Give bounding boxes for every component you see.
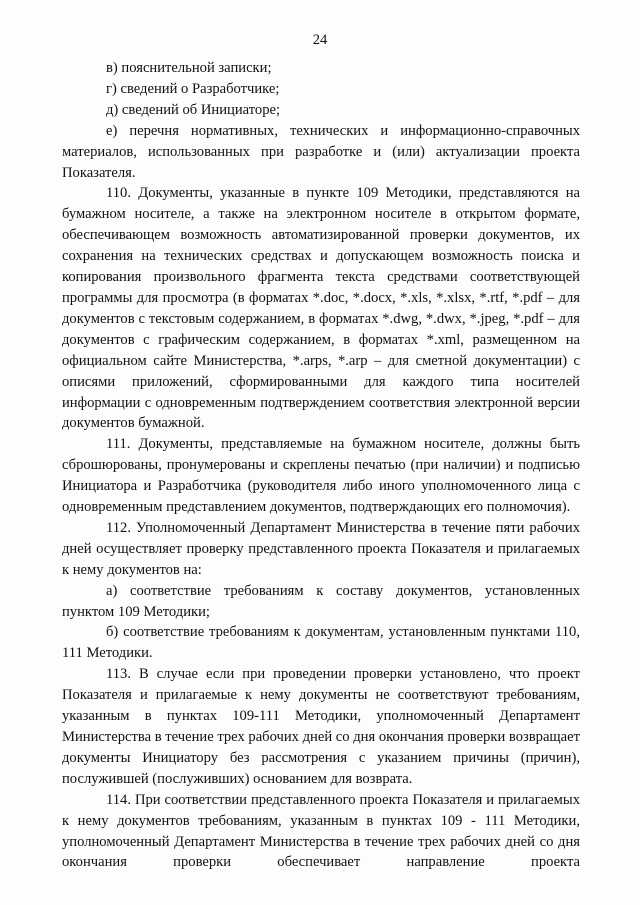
paragraph-112: 112. Уполномоченный Департамент Министерства в течение пяти рабочих дней осуществляет проверку представленного проекта Показателя и прилагаемых к нему документов на:	[62, 519, 580, 578]
paragraph-110: 110. Документы, указанные в пункте 109 Методики, представляются на бумажном носителе, а также на электронном носителе в открытом формате, обеспечивающем возможность автоматизированной проверки документов, их сохранения на технических средствах и допускающем возможность поиска и копирования произвольного фрагмента текста средствами соответствующей программы для просмотра (в форматах *.doc, *.docx, *.xls, *.xlsx, *.rtf, *.pdf – для документов с текстовым содержанием, в форматах *.dwg, *.dwx, *.jpeg, *.pdf – для документов с графическим содержанием, в форматах *.xml, размещенном на официальном сайте Министерства, *.arps, *.arp – для сметной документации) с описями приложений, сформированными для каждого типа носителей информации с одновременным подтверждением соответствия электронной версии документов бумажной.	[62, 185, 580, 432]
paragraph-113: 113. В случае если при проведении проверки установлено, что проект Показателя и прилагаемые к нему документы не соответствуют требованиям, указанным в пунктах 109-111 Методики, уполномоченный Департамент Министерства в течение трех рабочих дней со дня окончания проверки возвращает документы Инициатору без рассмотрения с указанием причины (причин), послужившей (послуживших) основанием для возврата.	[62, 666, 580, 787]
paragraph-112-b: б) соответствие требованиям к документам, установленным пунктами 110, 111 Методики.	[62, 624, 580, 662]
paragraph-111: 111. Документы, представляемые на бумажном носителе, должны быть сброшюрованы, пронумерованы и скреплены печатью (при наличии) и подписью Инициатора и Разработчика (руководителя либо иного уполномоченного лица с одновременным представлением документов, подтверждающих его полномочия).	[62, 436, 580, 516]
paragraph-item-v: в) пояснительной записки;	[106, 60, 272, 76]
paragraph-item-g: г) сведений о Разработчике;	[106, 80, 280, 97]
paragraph-item-d: д) сведений об Инициаторе;	[106, 101, 281, 118]
paragraph-item-e: е) перечня нормативных, технических и информационно-справочных материалов, использованных при разработке и (или) актуализации проекта Показателя.	[62, 122, 580, 181]
page-number: 24	[312, 32, 328, 48]
paragraph-114: 114. При соответствии представленного проекта Показателя и прилагаемых к нему документов требованиям, указанным в пунктах 109 - 111 Методики, уполномоченный Департамент Министерства в течение трех рабочих дней со дня окончания проверки обеспечивает направление проекта	[62, 791, 580, 871]
document-body	[62, 58, 580, 873]
paragraph-112-a: а) соответствие требованиям к составу документов, установленных пунктом 109 Методики;	[62, 582, 580, 620]
